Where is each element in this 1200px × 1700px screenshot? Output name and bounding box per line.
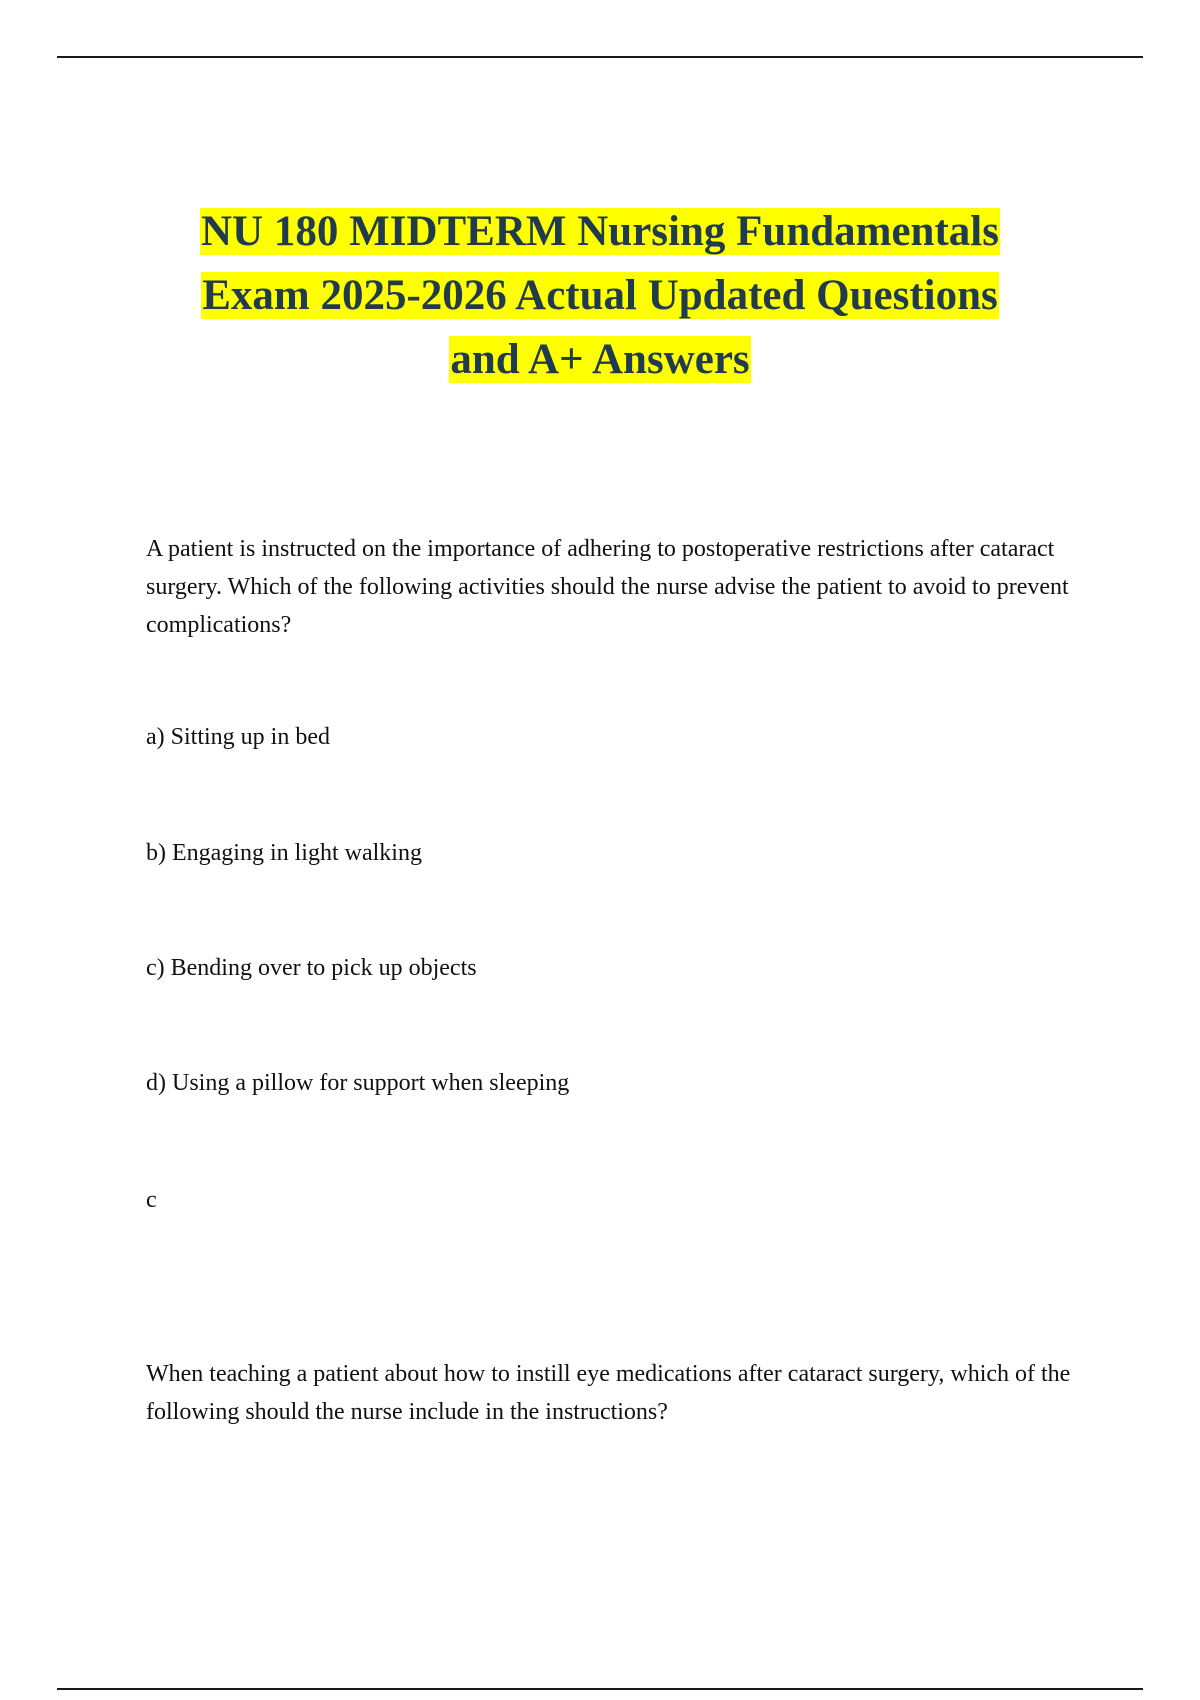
document-title bbox=[0, 200, 1200, 392]
question-1-text: A patient is instructed on the importance of adhering to postoperative restrictions after cataract surgery. Which of the following activities should the nurse advise the patient to avoid to prevent complications? bbox=[146, 536, 1069, 638]
title-line-1: NU 180 MIDTERM Nursing Fundamentals bbox=[201, 208, 999, 255]
title-line-3: and A+ Answers bbox=[450, 336, 750, 383]
question-1-option-b: b) Engaging in light walking bbox=[146, 840, 422, 866]
question-2-text: When teaching a patient about how to instill eye medications after cataract surgery, which of the following should the nurse include in the instructions? bbox=[146, 1361, 1071, 1425]
question-1-option-a: a) Sitting up in bed bbox=[146, 724, 330, 750]
bottom-horizontal-rule bbox=[57, 1688, 1143, 1690]
question-1-answer: c bbox=[146, 1187, 157, 1213]
question-1-option-d: d) Using a pillow for support when sleeping bbox=[146, 1070, 570, 1096]
title-line-2: Exam 2025-2026 Actual Updated Questions bbox=[202, 272, 998, 319]
top-horizontal-rule bbox=[57, 56, 1143, 58]
question-1-option-c: c) Bending over to pick up objects bbox=[146, 955, 477, 981]
